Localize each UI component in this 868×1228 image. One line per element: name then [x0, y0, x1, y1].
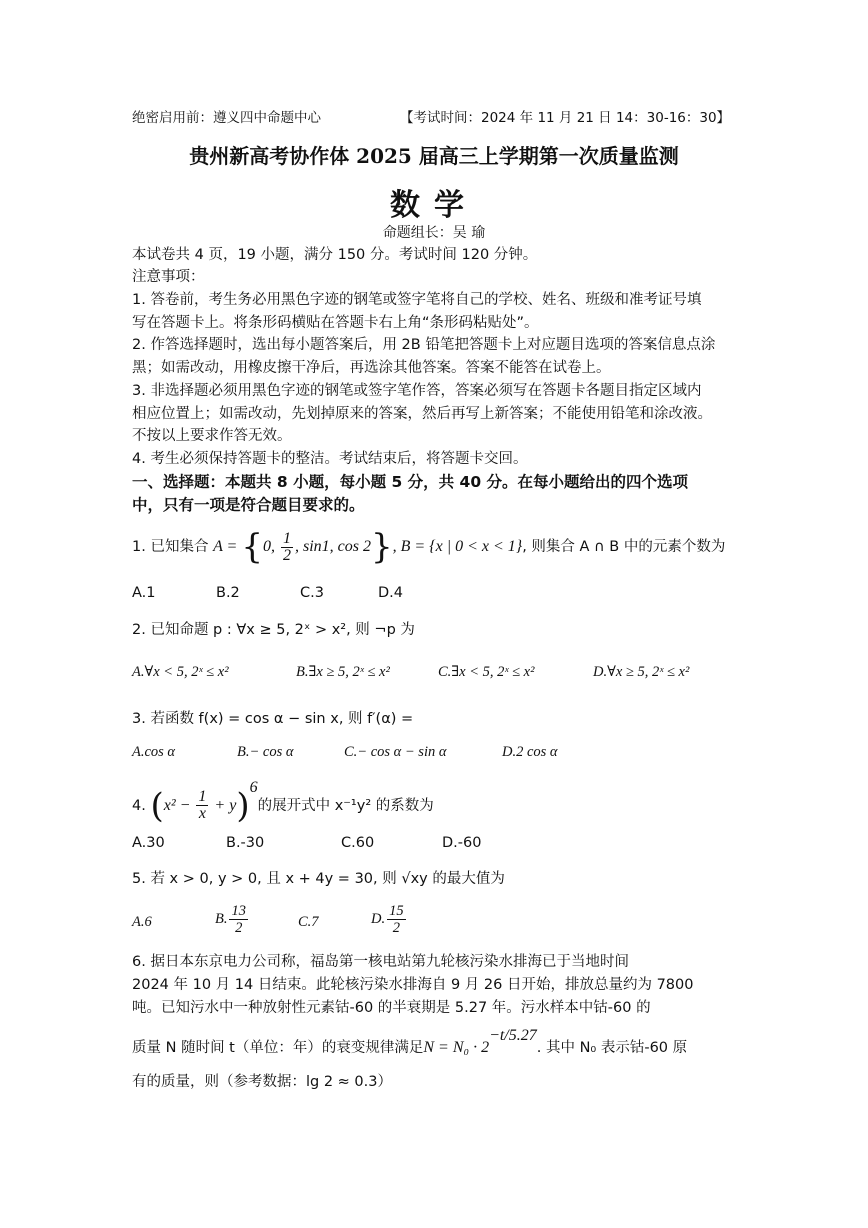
question-6-line-formula: 质量 N 随时间 t（单位：年）的衰变规律满足$N = N_0 \cdot 2^{-t/5.27}$. 其中 N₀ 表示钴-60 原: [132, 1027, 688, 1056]
question-5-stem: 5. 若 x > 0, y > 0, 且 x + 4y = 30, 则 √xy 的最大值为: [132, 871, 505, 887]
q4-option: A.30: [132, 835, 165, 851]
q2-option: C.∃x < 5, 2ˣ ≤ x²: [438, 664, 535, 680]
q2-option: B.∃x ≥ 5, 2ˣ ≤ x²: [296, 664, 390, 680]
question-6-line: 吨。已知污水中一种放射性元素钴-60 的半衰期是 5.27 年。污水样本中钴-60 的: [132, 1000, 651, 1016]
exam-title: 贵州新高考协作体 2025 届高三上学期第一次质量监测: [189, 144, 679, 168]
notes-title: 注意事项：: [132, 269, 205, 285]
intro-line: 本试卷共 4 页，19 小题，满分 150 分。考试时间 120 分钟。: [132, 247, 538, 263]
header-right: 【考试时间：2024 年 11 月 21 日 14：30-16：30】: [400, 110, 731, 126]
q1-option: B.2: [216, 585, 240, 601]
question-6-line: 6. 据日本东京电力公司称，福岛第一核电站第九轮核污染水排海已于当地时间: [132, 954, 629, 970]
note-line: 1. 答卷前，考生务必用黑色字迹的钢笔或签字笔将自己的学校、姓名、班级和准考证号填: [132, 292, 702, 308]
q3-option: C.− cos α − sin α: [344, 744, 447, 760]
q4-option: D.-60: [442, 835, 482, 851]
subject-title: 数学: [390, 188, 478, 223]
q3-option: D.2 cos α: [502, 744, 558, 760]
q5-option: A.6: [132, 914, 152, 930]
q2-option: D.∀x ≥ 5, 2ˣ ≤ x²: [593, 664, 690, 680]
note-line: 不按以上要求作答无效。: [132, 428, 292, 444]
note-line: 写在答题卡上。将条形码横贴在答题卡右上角“条形码粘贴处”。: [132, 315, 539, 331]
q1-option: D.4: [378, 585, 403, 601]
q4-option: C.60: [341, 835, 375, 851]
q1-option: A.1: [132, 585, 156, 601]
note-line: 相应位置上；如需改动，先划掉原来的答案，然后再写上新答案；不能使用铅笔和涂改液。: [132, 406, 712, 422]
section-heading: 中，只有一项是符合题目要求的。: [132, 496, 365, 514]
note-line: 黑；如需改动，用橡皮擦干净后，再选涂其他答案。答案不能答在试卷上。: [132, 360, 611, 376]
q4-option: B.-30: [226, 835, 265, 851]
q1-option: C.3: [300, 585, 324, 601]
author-line: 命题组长：吴 瑜: [382, 225, 486, 241]
q3-option: A.cos α: [132, 744, 176, 760]
note-line: 4. 考生必须保持答题卡的整洁。考试结束后，将答题卡交回。: [132, 451, 528, 467]
q5-option-d: D. $\frac{15}{2}$: [371, 903, 404, 936]
note-line: 2. 作答选择题时，选出每小题答案后，用 2B 铅笔把答题卡上对应题目选项的答案信息点涂: [132, 337, 716, 353]
note-line: 3. 非选择题必须用黑色字迹的钢笔或签字笔作答，答案必须写在答题卡各题目指定区域内: [132, 383, 702, 399]
question-6-line: 2024 年 10 月 14 日结束。此轮核污染水排海自 9 月 26 日开始，排放总量约为 7800: [132, 977, 694, 993]
question-6-line: 有的质量，则（参考数据：lg 2 ≈ 0.3）: [132, 1074, 392, 1090]
question-1-stem: 1. 已知集合 A = {0, $\frac{1}{2}$ , sin1, cos 2}, B = {x | 0 < x < 1}, 则集合 A ∩ B 中的元素个数为: [132, 527, 726, 567]
q5-option: C.7: [298, 914, 319, 930]
header-left: 绝密启用前：遵义四中命题中心: [132, 110, 321, 126]
q2-option: A.∀x < 5, 2ˣ ≤ x²: [132, 664, 229, 680]
section-heading: 一、选择题：本题共 8 小题，每小题 5 分，共 40 分。在每小题给出的四个选项: [132, 473, 689, 491]
question-2-stem: 2. 已知命题 p : ∀x ≥ 5, 2ˣ > x², 则 ¬p 为: [132, 622, 415, 638]
question-3-stem: 3. 若函数 f(x) = cos α − sin x, 则 f′(α) =: [132, 711, 414, 727]
q3-option: B.− cos α: [237, 744, 294, 760]
q5-option-b: B. $\frac{13}{2}$: [215, 903, 246, 936]
question-4-stem: 4. (x² − $\frac{1}{x}$ + y)$^6$的展开式中 x⁻¹y² 的系数为: [132, 779, 434, 826]
